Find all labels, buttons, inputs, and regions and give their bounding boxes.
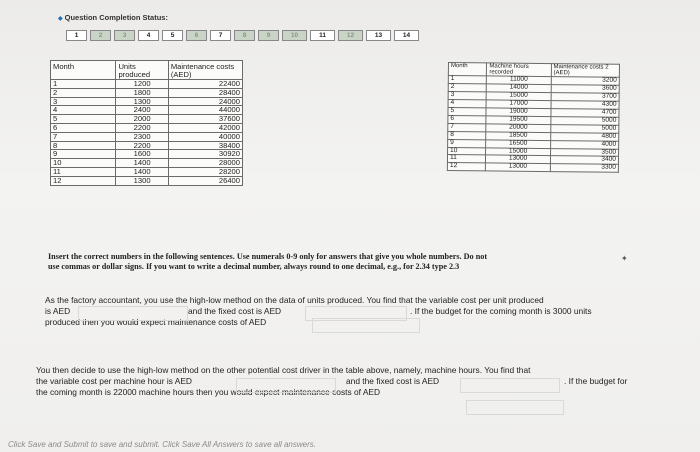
footer-hint: Click Save and Submit to save and submit. Click Save All Answers to save all answers. bbox=[8, 440, 316, 449]
table-cell: 37600 bbox=[168, 115, 242, 124]
question-nav-button[interactable]: 3 bbox=[114, 30, 135, 41]
table-cell: 16500 bbox=[486, 140, 550, 149]
expected-maintenance-cost-hours-input[interactable] bbox=[466, 400, 564, 415]
table-cell: 5000 bbox=[550, 124, 618, 133]
question-nav-button[interactable]: 10 bbox=[282, 30, 307, 41]
question-nav-button[interactable]: 5 bbox=[162, 30, 183, 41]
table-cell: 40000 bbox=[168, 132, 242, 141]
table-cell: 1200 bbox=[116, 80, 168, 89]
table-cell: 15000 bbox=[487, 92, 551, 101]
table-cell: 18500 bbox=[486, 132, 550, 141]
table-cell: 19500 bbox=[486, 116, 550, 125]
table-cell: 2 bbox=[51, 88, 116, 97]
question-nav-button[interactable]: 12 bbox=[338, 30, 363, 41]
table-cell: 5 bbox=[448, 108, 487, 116]
column-header-month: Month bbox=[448, 63, 487, 77]
paragraph-text: You then decide to use the high-low method on the other potential cost driver in the table above, namely, machine hours. You find that bbox=[36, 365, 531, 375]
table-cell: 28000 bbox=[168, 159, 242, 168]
table-cell: 1 bbox=[51, 80, 116, 89]
table-cell: 4300 bbox=[551, 101, 619, 110]
table-cell: 19000 bbox=[486, 108, 550, 117]
table-cell: 3300 bbox=[550, 164, 618, 173]
table-cell: 11 bbox=[51, 167, 116, 176]
question-nav-button[interactable]: 11 bbox=[310, 30, 335, 41]
table-cell: 5000 bbox=[550, 117, 618, 126]
table-cell: 4800 bbox=[550, 132, 618, 141]
paragraph-text: and the fixed cost is AED bbox=[346, 376, 440, 386]
paragraph-text: produced then you would expect maintenance costs of AED bbox=[45, 317, 267, 327]
question-nav-button[interactable]: 1 bbox=[66, 30, 87, 41]
question-nav-button[interactable]: 2 bbox=[90, 30, 111, 41]
table-cell: 2300 bbox=[116, 132, 168, 141]
column-header-month: Month bbox=[51, 61, 116, 80]
question-nav-button[interactable]: 9 bbox=[258, 30, 279, 41]
variable-cost-per-unit-input[interactable] bbox=[78, 306, 188, 321]
table-cell: 8 bbox=[51, 141, 116, 150]
table-row bbox=[51, 80, 243, 89]
table-row bbox=[51, 167, 243, 176]
paragraph-text: is AED bbox=[45, 306, 71, 316]
table-cell: 1 bbox=[448, 76, 487, 84]
question-nav-button[interactable]: 13 bbox=[366, 30, 391, 41]
table-cell: 9 bbox=[448, 139, 487, 147]
table-cell: 11 bbox=[447, 155, 486, 163]
table-cell: 42000 bbox=[168, 123, 242, 132]
paragraph-text: the coming month is 22000 machine hours then you would expect maintenance costs of AED bbox=[36, 387, 381, 397]
table-row bbox=[51, 176, 243, 185]
question-nav-button[interactable]: 4 bbox=[138, 30, 159, 41]
table-cell: 3200 bbox=[551, 77, 619, 86]
table-cell: 4700 bbox=[551, 109, 619, 118]
mouse-cursor-icon: ✦ bbox=[621, 254, 628, 263]
table-cell: 14000 bbox=[487, 84, 551, 93]
table-cell: 24000 bbox=[168, 97, 242, 106]
table-cell: 2200 bbox=[116, 141, 168, 150]
table-cell: 8 bbox=[448, 131, 487, 139]
table-cell: 7 bbox=[448, 123, 487, 131]
table-cell: 38400 bbox=[168, 141, 242, 150]
table-cell: 12 bbox=[447, 163, 486, 171]
expand-diamond-icon[interactable]: ◆ bbox=[58, 16, 63, 22]
table-cell: 6 bbox=[448, 115, 487, 123]
paragraph-text: the variable cost per machine hour is AED bbox=[36, 376, 192, 386]
table-cell: 2400 bbox=[116, 106, 168, 115]
table-cell: 4 bbox=[448, 100, 487, 108]
units-produced-table bbox=[50, 60, 243, 186]
table-cell: 1400 bbox=[116, 159, 168, 168]
table-header-row bbox=[51, 61, 243, 80]
table-cell: 3700 bbox=[551, 93, 619, 102]
paragraph-text: and the fixed cost is AED bbox=[188, 306, 282, 316]
table-cell: 1300 bbox=[116, 97, 168, 106]
table-cell: 1600 bbox=[116, 150, 168, 159]
question-nav-button[interactable]: 14 bbox=[394, 30, 419, 41]
table-cell: 2 bbox=[448, 84, 487, 92]
table-cell: 17000 bbox=[486, 100, 550, 109]
column-header-maintenance-costs: Maintenance costs (AED) bbox=[168, 61, 242, 80]
column-header-machine-hours: Machine hours recorded bbox=[487, 63, 551, 77]
table-cell: 13000 bbox=[486, 155, 550, 164]
instructions-line: use commas or dollar signs. If you want to write a decimal number, always round to one decimal, e.g., for 2.34 type 2.3 bbox=[48, 262, 460, 271]
table-row bbox=[51, 88, 243, 97]
paragraph-text: As the factory accountant, you use the high-low method on the data of units produced. You find that the variable cost per unit produced bbox=[45, 295, 544, 305]
table-cell: 11000 bbox=[487, 76, 551, 85]
table-cell: 20000 bbox=[486, 124, 550, 133]
question-nav-button[interactable]: 7 bbox=[210, 30, 231, 41]
instructions bbox=[48, 252, 628, 272]
paragraph-text: . If the budget for bbox=[564, 376, 628, 386]
table-cell: 44000 bbox=[168, 106, 242, 115]
table-cell: 6 bbox=[51, 123, 116, 132]
table-cell: 26400 bbox=[168, 176, 242, 185]
table-cell: 3 bbox=[51, 97, 116, 106]
table-cell: 28400 bbox=[168, 88, 242, 97]
column-header-maintenance-costs-2: Maintenance costs 2 (AED) bbox=[551, 64, 620, 78]
table-cell: 28200 bbox=[168, 167, 242, 176]
table-cell: 2000 bbox=[116, 115, 168, 124]
table-cell: 3500 bbox=[550, 148, 618, 157]
table-cell: 7 bbox=[51, 132, 116, 141]
table-cell: 4000 bbox=[550, 140, 618, 149]
table-cell: 9 bbox=[51, 150, 116, 159]
column-header-units-produced: Units produced bbox=[116, 61, 168, 80]
table-cell: 4 bbox=[51, 106, 116, 115]
table-cell: 13000 bbox=[486, 163, 550, 172]
table-row bbox=[51, 132, 243, 141]
question-nav-button[interactable]: 8 bbox=[234, 30, 255, 41]
table-cell: 10 bbox=[51, 159, 116, 168]
table-cell: 12 bbox=[51, 176, 116, 185]
table-cell: 15000 bbox=[486, 147, 550, 156]
table-cell: 5 bbox=[51, 115, 116, 124]
table-row bbox=[51, 123, 243, 132]
table-cell: 1300 bbox=[116, 176, 168, 185]
table-cell: 30920 bbox=[168, 150, 242, 159]
instructions-line: Insert the correct numbers in the following sentences. Use numerals 0-9 only for answers that give you whole numbers. Do not bbox=[48, 252, 488, 261]
table-cell: 3400 bbox=[550, 156, 618, 165]
machine-hours-table bbox=[447, 62, 620, 173]
completion-status bbox=[58, 13, 168, 22]
table-row bbox=[447, 163, 618, 173]
table-cell: 1800 bbox=[116, 88, 168, 97]
fixed-cost-hours-input[interactable] bbox=[460, 378, 560, 393]
variable-cost-per-hour-input[interactable] bbox=[236, 378, 336, 393]
question-navigator bbox=[66, 30, 419, 41]
paragraph-text: . If the budget for the coming month is 3000 units bbox=[410, 306, 592, 316]
completion-status-label: Question Completion Status: bbox=[64, 13, 168, 22]
paragraph-line bbox=[45, 295, 645, 306]
table-cell: 10 bbox=[448, 147, 487, 155]
table-cell: 1400 bbox=[116, 167, 168, 176]
expected-maintenance-cost-units-input[interactable] bbox=[312, 318, 420, 333]
table-cell: 2200 bbox=[116, 123, 168, 132]
table-cell: 22400 bbox=[168, 80, 242, 89]
table-cell: 3 bbox=[448, 92, 487, 100]
table-cell: 3600 bbox=[551, 85, 619, 94]
paragraph-line bbox=[36, 365, 646, 376]
question-nav-button[interactable]: 6 bbox=[186, 30, 207, 41]
